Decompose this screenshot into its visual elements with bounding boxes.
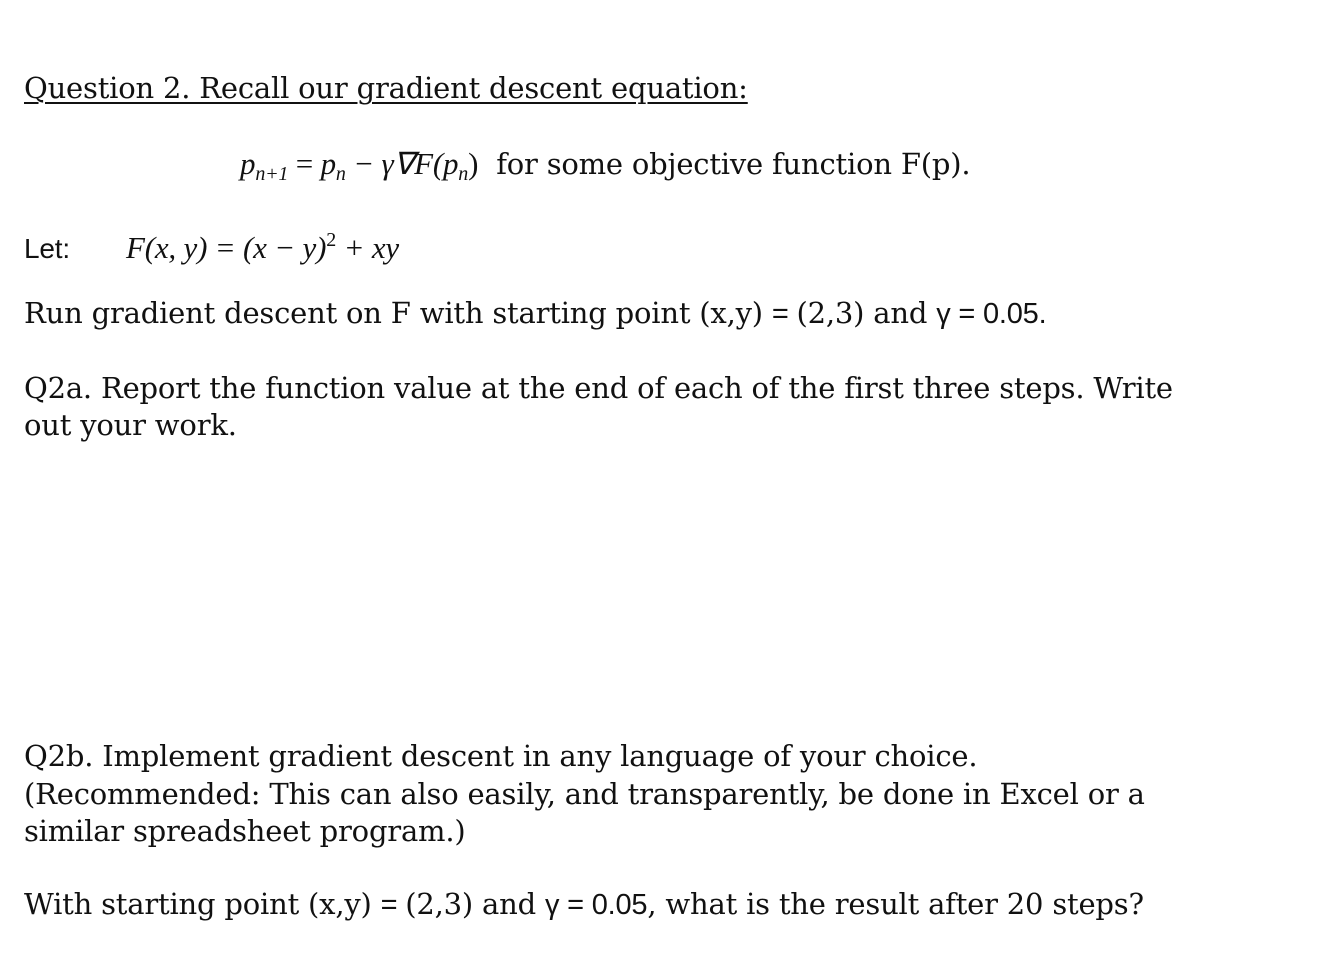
let-definition [24,222,399,267]
run-equals: = [771,298,797,330]
final-question [24,886,1144,924]
eq-p: p [240,146,256,181]
run-end: . [1038,298,1047,330]
final-text: With starting point (x,y) [24,887,381,921]
question-heading: Question 2. Recall our gradient descent equation: [24,71,748,105]
let-label: Let: [24,233,70,264]
final-point: (2,3) and [405,887,545,921]
eq-sub-n1: n+1 [255,163,289,185]
equation-description: for some objective function F(p). [496,147,971,181]
run-instruction [24,295,1046,333]
eq-equals: = [288,146,321,181]
function-rest: + xy [336,230,399,265]
eq-p3: p [442,146,459,181]
function-body: F(x, y) = (x − y) [126,230,327,265]
run-text: Run gradient descent on F with starting point (x,y) [24,296,772,330]
run-gamma: γ = 0.05 [936,298,1039,330]
eq-close: ) [468,146,479,181]
eq-sub-n: n [335,163,346,185]
q2b-line-3: similar spreadsheet program.) [24,814,466,848]
function-power: 2 [326,229,337,251]
gradient-descent-equation [240,145,970,193]
equation-math [240,146,479,185]
q2b-line-2: (Recommended: This can also easily, and transparently, be done in Excel or a [24,777,1145,811]
eq-sub-n2: n [458,163,469,185]
q2a-line-2: out your work. [24,408,237,442]
function-definition [126,230,399,265]
run-point: (2,3) and [796,296,937,330]
final-end: , what is the result after 20 steps? [647,887,1144,921]
final-gamma: γ = 0.05 [544,889,648,921]
q2a-line-1: Q2a. Report the function value at the end of each of the first three steps. Write [24,371,1173,405]
eq-p2: p [320,146,336,181]
q2b-line-1: Q2b. Implement gradient descent in any language of your choice. [24,739,978,773]
eq-minus-gradient: − γ∇F( [345,146,443,181]
final-equals: = [380,889,406,921]
